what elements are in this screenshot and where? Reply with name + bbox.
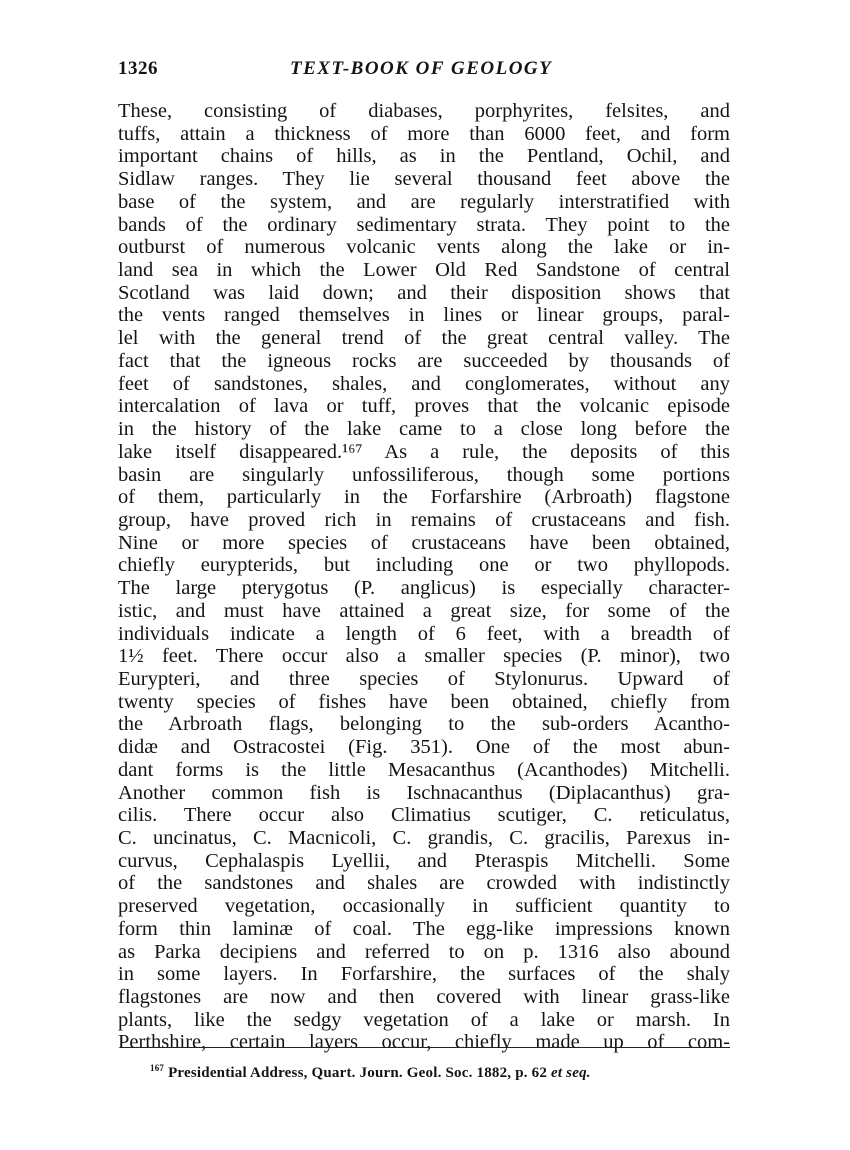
text-line: important chains of hills, as in the Pentland, Ochil, and — [118, 145, 730, 168]
text-line: plants, like the sedgy vegetation of a lake or marsh. In — [118, 1008, 730, 1031]
text-line: preserved vegetation, occasionally in sufficient quantity to — [118, 895, 730, 918]
text-line: istic, and must have attained a great size, for some of the — [118, 599, 730, 622]
running-title: TEXT-BOOK OF GEOLOGY — [290, 58, 553, 79]
text-line: fact that the igneous rocks are succeeded by thousands of — [118, 349, 730, 372]
body-text — [118, 100, 730, 1054]
text-line: form thin laminæ of coal. The egg-like impressions known — [118, 917, 730, 940]
text-line: 1½ feet. There occur also a smaller species (P. minor), two — [118, 645, 730, 668]
text-line: These, consisting of diabases, porphyrites, felsites, and — [118, 100, 730, 122]
text-line: basin are singularly unfossiliferous, though some portions — [118, 463, 730, 486]
text-line: Perthshire, certain layers occur, chiefly made up of com- — [118, 1031, 730, 1054]
text-line: group, have proved rich in remains of crustaceans and fish. — [118, 508, 730, 531]
text-line: Sidlaw ranges. They lie several thousand feet above the — [118, 168, 730, 191]
text-line: in the history of the lake came to a close long before the — [118, 418, 730, 441]
text-line: bands of the ordinary sedimentary strata. They point to the — [118, 213, 730, 236]
text-line: C. uncinatus, C. Macnicoli, C. grandis, C. gracilis, Parexus in- — [118, 827, 730, 849]
text-line: Nine or more species of crustaceans have been obtained, — [118, 531, 730, 554]
text-line: the Arbroath flags, belonging to the sub-orders Acantho- — [118, 713, 730, 736]
text-line: outburst of numerous volcanic vents along the lake or in- — [118, 236, 730, 259]
text-line: of them, particularly in the Forfarshire (Arbroath) flagstone — [118, 486, 730, 509]
text-line: base of the system, and are regularly interstratified with — [118, 190, 730, 213]
text-line: didæ and Ostracostei (Fig. 351). One of the most abun- — [118, 736, 730, 759]
text-line: Another common fish is Ischnacanthus (Diplacanthus) gra- — [118, 781, 730, 804]
text-line: chiefly eurypterids, but including one or two phyllopods. — [118, 554, 730, 577]
text-line: land sea in which the Lower Old Red Sandstone of central — [118, 259, 730, 282]
footnote-marker: 167 — [150, 1063, 165, 1073]
page-number: 1326 — [118, 58, 158, 79]
text-line: as Parka decipiens and referred to on p. 1316 also abound — [118, 940, 730, 963]
text-line: Scotland was laid down; and their disposition shows that — [118, 281, 730, 304]
text-line: twenty species of fishes have been obtained, chiefly from — [118, 690, 730, 713]
text-line: curvus, Cephalaspis Lyellii, and Pteraspis Mitchelli. Some — [118, 849, 730, 872]
footnote-text: Presidential Address, Quart. Journ. Geol. Soc. 1882, p. 62 — [168, 1065, 548, 1081]
text-line: individuals indicate a length of 6 feet, with a breadth of — [118, 622, 730, 645]
text-line: in some layers. In Forfarshire, the surfaces of the shaly — [118, 963, 730, 986]
running-head — [118, 58, 730, 88]
text-line: the vents ranged themselves in lines or linear groups, paral- — [118, 304, 730, 327]
text-line: of the sandstones and shales are crowded with indistinctly — [118, 872, 730, 895]
text-line: cilis. There occur also Climatius scutiger, C. reticulatus, — [118, 804, 730, 827]
footnote — [150, 1063, 710, 1082]
text-line: dant forms is the little Mesacanthus (Acanthodes) Mitchelli. — [118, 758, 730, 781]
text-line: intercalation of lava or tuff, proves that the volcanic episode — [118, 395, 730, 418]
text-line: The large pterygotus (P. anglicus) is especially character- — [118, 577, 730, 600]
footnote-divider — [120, 1047, 730, 1048]
footnote-suffix: et seq. — [551, 1065, 591, 1081]
text-line: flagstones are now and then covered with linear grass-like — [118, 986, 730, 1009]
text-line: feet of sandstones, shales, and conglomerates, without any — [118, 372, 730, 395]
text-line: lel with the general trend of the great central valley. The — [118, 327, 730, 350]
text-line: Eurypteri, and three species of Stylonurus. Upward of — [118, 667, 730, 690]
text-line: tuffs, attain a thickness of more than 6000 feet, and form — [118, 122, 730, 145]
text-line: lake itself disappeared.¹⁶⁷ As a rule, the deposits of this — [118, 440, 730, 463]
